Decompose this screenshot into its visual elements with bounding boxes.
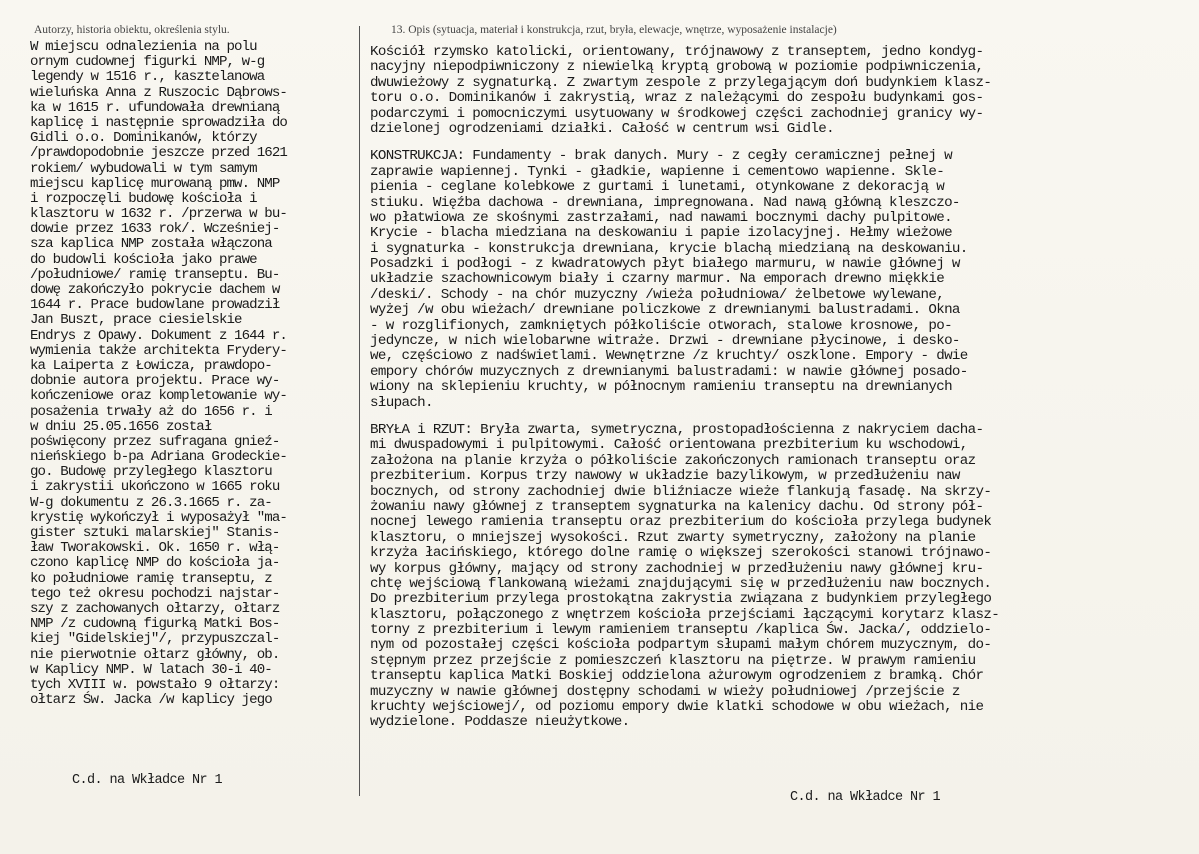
construction-text-line: wiony na sklepieniu kruchty, w północnym ramieniu transeptu na drewnianych [370, 379, 952, 396]
construction-text-line: /deski/. Schody - na chór muzyczny /wieża południowa/ żelbetowe wylewane, [370, 286, 945, 303]
history-text-line: nieńskiego b-pa Adriana Grodeckie- [30, 449, 287, 466]
construction-text-line: wo płatwiowa ze skośnymi zastrzałami, nad nawami bocznymi dachy pulpitowe. [370, 209, 952, 226]
history-text-line: NMP /z cudowną figurką Matki Bos- [30, 616, 280, 633]
construction-text-line: we, częściowo z nadświetlami. Wewnętrzne /z kruchty/ oszklone. Empory - dwie [370, 348, 968, 365]
construction-text-line: i sygnaturka - konstrukcja drewniana, krycie blachą miedzianą na deskowaniu. [370, 240, 968, 257]
history-text-line: i rozpoczęli budowę kościoła i [30, 190, 257, 207]
construction-text-line: wyżej /w obu wieżach/ drewniane policzkowe z drewnianymi balustradami. Okna [370, 302, 960, 319]
history-text-line: sza kaplica NMP została włączona [30, 236, 272, 253]
history-text-line: tego też okresu pochodzi najstar- [30, 585, 280, 602]
construction-text-line: empory chórów muzycznych z drewnianymi balustradami: w nawie głównej posado- [370, 363, 968, 380]
shape-and-plan-text-line: Do prezbiterium przylega prostokątna zakrystia związana z budynkiem przyległego [370, 591, 992, 608]
construction-text-line: KONSTRUKCJA: Fundamenty - brak danych. Mury - z cegły ceramicznej pełnej w [370, 148, 952, 165]
history-text-line: dowie przez 1633 rok/. Wcześniej- [30, 221, 280, 238]
right-continuation-note: C.d. na Wkładce Nr 1 [790, 790, 941, 805]
construction-text-line: - w rozglifionych, zamkniętych półkoliście otworach, stalowe krosnowe, po- [370, 317, 952, 334]
history-text-line: dowę zakończyło pokrycie dachem w [30, 282, 280, 298]
column-divider [359, 26, 360, 796]
history-text-line: klasztoru w 1632 r. /przerwa w bu- [30, 206, 287, 223]
history-text-line: w Kaplicy NMP. W latach 30-i 40- [30, 661, 272, 678]
shape-and-plan-text-line: założona na planie krzyża o półkoliście zakończonych ramionach transeptu oraz [370, 452, 976, 469]
history-text-line: ław Tworakowski. Ok. 1650 r. włą- [30, 540, 280, 557]
history-text-line: wieluńska Anna z Ruszocic Dąbrows- [30, 84, 287, 101]
history-text-line: ko południowe ramię transeptu, z [30, 570, 272, 587]
construction-text-line: Krycie - blacha miedziana na deskowaniu i papie izolacyjnej. Hełmy wieżowe [370, 225, 952, 242]
history-text-line: rokiem/ wybudowali w tym samym [30, 160, 257, 177]
history-text-line: /prawdopodobnie jeszcze przed 1621 [30, 145, 287, 162]
history-text-line: dobnie autora projektu. Prace wy- [30, 373, 280, 390]
shape-and-plan-text-line: klasztoru, o mniejszej wysokości. Rzut zwarty symetryczny, założony na planie [370, 529, 976, 546]
shape-and-plan-text-line: klasztoru, połączonego z wnętrzem kościoła przejściami łączącymi korytarz klasz- [370, 606, 1000, 623]
history-text-line: ornym cudownej figurki NMP, w-g [30, 54, 265, 71]
shape-and-plan-text-line: prezbiterium. Korpus trzy nawowy w układzie bazylikowym, w przedłużeniu naw [370, 468, 960, 485]
construction-text-line: stiuku. Więźba dachowa - drewniana, impregnowana. Nad nawą główną kleszczo- [370, 194, 960, 211]
left-column-header: Autorzy, historia obiektu, określenia stylu. [34, 24, 230, 36]
history-text-line: W-g dokumentu z 26.3.1665 r. za- [30, 494, 272, 511]
history-text-line: kiej "Gidelskiej"/, przypuszczal- [30, 631, 280, 648]
history-text-line: ka w 1615 r. ufundowała drewnianą [30, 99, 280, 116]
history-text-line: miejscu kaplicę murowaną pmw. NMP [30, 175, 280, 192]
description-intro-line: dwuwieżowy z sygnaturką. Z zwartym zespole z przylegającym doń budynkiem klasz- [370, 74, 992, 91]
shape-and-plan-text-line: nocnej lewego ramienia transeptu oraz prezbiterium do kościoła przylega budynek [370, 514, 992, 531]
shape-and-plan-text-line: BRYŁA i RZUT: Bryła zwarta, symetryczna, prostopadłościenna z nakryciem dacha- [370, 421, 984, 438]
history-text-line: czono kaplicę NMP do kościoła ja- [30, 555, 280, 572]
history-text-line: Gidli o.o. Dominikanów, którzy [30, 130, 257, 147]
shape-and-plan-text-line: stępnym przez przejście z pomieszczeń klasztoru na piętrze. W prawym ramieniu [370, 652, 976, 669]
history-text-line: kończeniowe oraz kompletowanie wy- [30, 388, 287, 405]
shape-and-plan-text-line: torny z prezbiterium i lewym ramieniem transeptu /kaplica Św. Jacka/, oddzielo- [370, 622, 992, 639]
right-column-text [370, 45, 1190, 731]
construction-text-line: słupach. [370, 394, 433, 411]
construction-text-line: Posadzki i podłogi - z kwadratowych płyt białego marmuru, w nawie głównej w [370, 256, 960, 273]
history-text-line: i zakrystii ukończono w 1665 roku [30, 479, 280, 496]
construction-text-line: jedyncze, w nich wielobarwne witraże. Drzwi - drewniane płycinowe, i desko- [370, 333, 960, 350]
history-text-line: krystię wykończył i wyposażył "ma- [30, 509, 287, 526]
shape-and-plan-text-line: kruchty wejściowej/, od poziomu empory dwie klatki schodowe w obu wieżach, nie [370, 699, 984, 716]
shape-and-plan-text-line: krzyża łacińskiego, którego dolne ramię o większej szerokości stanowi trójnawo- [370, 545, 992, 562]
shape-and-plan-text-line: mi dwuspadowymi i pulpitowymi. Całość orientowana prezbiterium ku wschodowi, [370, 437, 968, 454]
description-intro-line: nacyjny niepodpiwniczony z niewielką kryptą grobową w poziomie podpiwniczenia, [370, 59, 984, 76]
left-continuation-note: C.d. na Wkładce Nr 1 [72, 773, 223, 788]
shape-and-plan-text-line: bocznych, od strony zachodniej dwie bliźniacze wieże flankują fasadę. Na skrzy- [370, 483, 992, 500]
history-text-line: Endrys z Opawy. Dokument z 1644 r. [30, 327, 287, 344]
history-text-line: W miejscu odnalezienia na polu [30, 39, 257, 55]
shape-and-plan-text-line: muzyczny w nawie głównej dostępny schodami w wieży południowej /przejście z [370, 683, 960, 700]
shape-and-plan-text-line: żowaniu nawy głównej z transeptem sygnaturka na kalenicy dachu. Od strony pół- [370, 498, 984, 515]
construction-text-line: układzie szachownicowym biały i czarny marmur. Na emporach drewno miękkie [370, 271, 945, 288]
history-text-line: ołtarz Św. Jacka /w kaplicy jego [30, 692, 272, 709]
shape-and-plan-text-line: transeptu kaplica Matki Boskiej oddzielona ażurowym ogrodzeniem z bramką. Chór [370, 668, 984, 685]
construction-text-line: zaprawie wapiennej. Tynki - gładkie, wapienne i cementowo wapienne. Skle- [370, 163, 945, 180]
history-text-line: kaplicę i następnie sprowadziła do [30, 114, 287, 131]
history-text-line: go. Budowę przyległego klasztoru [30, 464, 272, 481]
history-text-line: Jan Buszt, prace ciesielskie [30, 312, 242, 329]
description-intro-line: toru o.o. Dominikanów i zakrystią, wraz z należącymi do zespołu budynkami gos- [370, 90, 984, 107]
description-intro-line: podarczymi i pomocniczymi usytuowany w środkowej części zachodniej granicy wy- [370, 105, 984, 122]
history-text-line: posażenia trwały aż do 1656 r. i [30, 403, 272, 420]
shape-and-plan-text-line: nym od pozostałej części kościoła podpartym słupami małym chórem muzycznym, do- [370, 637, 992, 654]
history-text-line: nie pierwotnie ołtarz główny, ob. [30, 646, 280, 663]
history-text-line: szy z zachowanych ołtarzy, ołtarz [30, 600, 280, 617]
description-intro-line: Kościół rzymsko katolicki, orientowany, trójnawowy z transeptem, jedno kondyg- [370, 44, 984, 60]
history-text-line: poświęcony przez sufragana gnieź- [30, 433, 280, 450]
history-text-line: ka Laiperta z Łowicza, prawdopo- [30, 357, 272, 374]
construction-text-line: pienia - ceglane kolebkowe z gurtami i lunetami, otynkowane z dekoracją w [370, 179, 945, 196]
right-column-header: 13. Opis (sytuacja, materiał i konstrukcja, rzut, bryła, elewacje, wnętrze, wyposażenie instalacje) [391, 24, 837, 36]
history-text-line: do budowli kościoła jako prawe [30, 251, 257, 268]
history-text-line: tych XVIII w. powstało 9 ołtarzy: [30, 676, 280, 693]
history-text-line: w dniu 25.05.1656 został [30, 418, 212, 435]
history-text-line: wymienia także architekta Frydery- [30, 342, 287, 359]
history-text-line: 1644 r. Prace budowlane prowadził [30, 297, 280, 314]
history-text-line: legendy w 1516 r., kasztelanowa [30, 69, 265, 86]
description-intro-line: dzielonej ogrodzeniami działki. Całość w centrum wsi Gidle. [370, 120, 834, 137]
shape-and-plan-text-line: chtę wejściową flankowaną wieżami znajdującymi się w przedłużeniu naw bocznych. [370, 575, 992, 592]
shape-and-plan-text-line: wy korpus główny, mający od strony zachodniej w przedłużeniu nawy głównej kru- [370, 560, 984, 577]
history-text-line: /południowe/ ramię transeptu. Bu- [30, 266, 280, 283]
history-text-line: gister sztuki malarskiej" Stanis- [30, 525, 280, 541]
shape-and-plan-text-line: wydzielone. Poddasze nieużytkowe. [370, 714, 630, 731]
left-column-text [30, 40, 358, 708]
